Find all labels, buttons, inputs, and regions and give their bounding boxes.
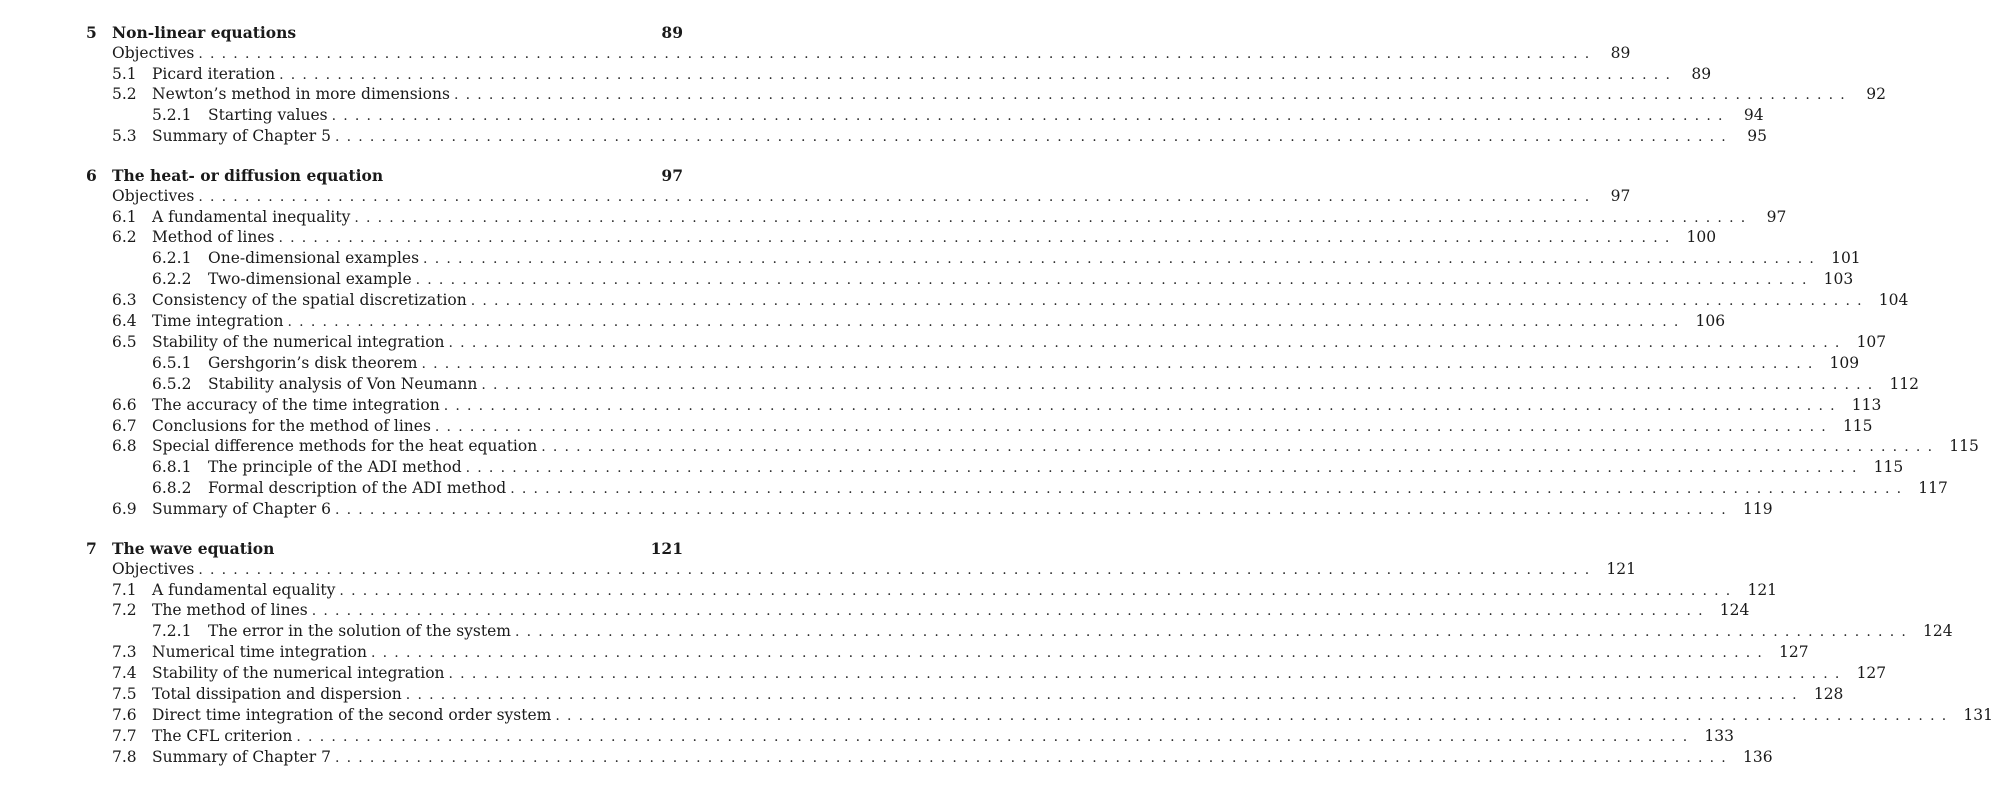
section-number: 5.2 (112, 85, 137, 104)
section-number: 7.6 (112, 705, 137, 724)
toc-entry[interactable] (152, 479, 1948, 500)
section-page-number: 106 (1695, 312, 1726, 330)
chapter-title: The wave equation (112, 539, 275, 558)
section-number: 6.5 (112, 332, 137, 351)
dot-leader: ........................................................................................................................ (311, 603, 1710, 620)
section-page-number: 127 (1779, 643, 1809, 662)
toc-entry[interactable] (112, 291, 1909, 312)
chapter-heading[interactable] (86, 539, 683, 561)
section-title: Two-dimensional example (208, 270, 412, 289)
dot-leader: ........................................................................................................................ (448, 334, 1847, 351)
section-title: Summary of Chapter 5 (152, 127, 331, 146)
section-title: Objectives (112, 559, 195, 578)
section-title: Time integration (152, 312, 284, 330)
toc-entry[interactable] (112, 705, 1993, 727)
section-number: 6.5.1 (152, 353, 192, 372)
section-page-number: 112 (1889, 374, 1920, 393)
toc-entry[interactable] (152, 249, 1861, 270)
section-title: The accuracy of the time integration (152, 395, 440, 414)
section-title: Consistency of the spatial discretization (152, 291, 467, 310)
section-title: Numerical time integration (152, 643, 367, 662)
section-title: Stability of the numerical integration (152, 664, 445, 683)
chapter-number: 6 (86, 166, 97, 185)
section-title: Summary of Chapter 7 (152, 747, 331, 766)
section-number: 6.5.2 (152, 374, 192, 393)
section-title: The method of lines (152, 601, 308, 620)
section-number: 7.4 (112, 664, 137, 683)
chapter-title: Non-linear equations (112, 23, 297, 42)
section-title: One-dimensional examples (208, 249, 420, 268)
dot-leader: ........................................................................................................................ (371, 645, 1770, 662)
dot-leader: ........................................................................................................................ (334, 129, 1733, 146)
toc-entry[interactable] (112, 186, 1631, 208)
dot-leader: ........................................................................................................................ (541, 439, 1940, 456)
dot-leader: ........................................................................................................................ (510, 481, 1909, 498)
section-page-number: 89 (1691, 64, 1712, 83)
toc-entry[interactable] (112, 643, 1809, 664)
section-title: Picard iteration (152, 64, 276, 83)
toc-entry[interactable] (112, 207, 1787, 229)
section-title: The error in the solution of the system (208, 622, 511, 641)
section-page-number: 97 (1610, 186, 1631, 205)
toc-entry[interactable] (112, 312, 1726, 333)
section-page-number: 128 (1813, 685, 1844, 703)
section-title: Special difference methods for the heat equation (152, 437, 538, 456)
toc-entry[interactable] (112, 395, 1882, 417)
dot-leader: ........................................................................................................................ (279, 66, 1678, 83)
section-title: Newton’s method in more dimensions (152, 85, 450, 104)
dot-leader: ........................................................................................................................ (334, 749, 1733, 766)
section-number: 6.9 (112, 500, 137, 519)
section-number: 6.2.1 (152, 249, 192, 268)
section-title: Total dissipation and dispersion (152, 685, 402, 703)
section-page-number: 104 (1878, 291, 1909, 310)
chapter-heading[interactable] (86, 166, 683, 188)
dot-leader: ........................................................................................................................ (481, 376, 1880, 393)
dot-leader: ........................................................................................................................ (470, 293, 1869, 310)
section-page-number: 121 (1606, 559, 1636, 578)
section-title: Gershgorin’s disk theorem (208, 353, 418, 372)
dot-leader: ........................................................................................................................ (514, 624, 1914, 641)
chapter-page-number: 89 (661, 23, 683, 42)
toc-entry[interactable] (112, 685, 1844, 706)
toc-entry[interactable] (152, 353, 1860, 375)
dot-leader: ........................................................................................................................ (331, 108, 1730, 125)
dot-leader: ........................................................................................................................ (339, 582, 1738, 599)
toc-entry[interactable] (112, 500, 1773, 521)
section-number: 5.3 (112, 127, 137, 146)
section-title: Stability analysis of Von Neumann (208, 374, 478, 393)
section-number: 6.8.2 (152, 479, 192, 498)
toc-entry[interactable] (112, 726, 1735, 748)
toc-entry[interactable] (112, 747, 1773, 769)
toc-entry[interactable] (112, 601, 1750, 622)
dot-leader: ........................................................................................................................ (453, 87, 1852, 104)
section-number: 6.7 (112, 416, 137, 435)
section-page-number: 127 (1856, 664, 1887, 683)
section-number: 6.8.1 (152, 458, 192, 477)
section-page-number: 121 (1747, 580, 1778, 599)
section-title: The CFL criterion (152, 726, 293, 745)
section-number: 5.1 (112, 64, 137, 83)
dot-leader: ........................................................................................................................ (448, 666, 1847, 683)
section-page-number: 115 (1842, 416, 1873, 435)
section-number: 6.2.2 (152, 270, 192, 289)
toc-entry[interactable] (112, 580, 1778, 602)
section-number: 6.6 (112, 395, 137, 414)
dot-leader: ........................................................................................................................ (334, 502, 1733, 519)
section-title: Objectives (112, 186, 195, 205)
section-title: The principle of the ADI method (208, 458, 462, 477)
section-title: Stability of the numerical integration (152, 332, 445, 351)
section-number: 7.5 (112, 685, 137, 703)
section-page-number: 92 (1866, 85, 1886, 104)
toc-entry[interactable] (152, 622, 1953, 643)
toc-entry[interactable] (152, 106, 1764, 127)
section-page-number: 97 (1766, 207, 1787, 226)
section-number: 6.2 (112, 228, 137, 247)
section-number: 6.1 (112, 207, 137, 226)
dot-leader: ........................................................................................................................ (296, 728, 1695, 745)
chapter-heading[interactable] (86, 23, 683, 45)
dot-leader: ........................................................................................................................ (287, 314, 1686, 330)
section-page-number: 115 (1949, 437, 1979, 456)
chapter-page-number: 121 (650, 539, 683, 558)
section-page-number: 117 (1918, 479, 1948, 498)
toc-entry[interactable] (112, 228, 1717, 249)
section-page-number: 107 (1856, 332, 1887, 351)
toc-entry[interactable] (112, 127, 1767, 148)
toc-entry[interactable] (112, 332, 1887, 354)
dot-leader: ........................................................................................................................ (405, 687, 1804, 703)
section-page-number: 100 (1686, 228, 1717, 247)
toc-entry[interactable] (112, 664, 1887, 685)
dot-leader: ........................................................................................................................ (434, 418, 1833, 435)
section-page-number: 101 (1831, 249, 1861, 268)
toc-entry[interactable] (112, 416, 1873, 438)
dot-leader: ........................................................................................................................ (198, 188, 1597, 205)
section-page-number: 115 (1873, 458, 1904, 477)
toc-entry[interactable] (112, 43, 1631, 65)
dot-leader: ........................................................................................................................ (465, 460, 1864, 477)
toc-entry[interactable] (112, 64, 1712, 86)
section-number: 6.8 (112, 437, 137, 456)
section-page-number: 109 (1829, 353, 1860, 372)
dot-leader: ........................................................................................................................ (354, 209, 1753, 226)
section-page-number: 136 (1742, 747, 1773, 766)
chapter-number: 7 (86, 539, 97, 558)
toc-entry[interactable] (112, 559, 1636, 581)
section-number: 7.3 (112, 643, 137, 662)
toc-entry[interactable] (112, 85, 1886, 106)
section-number: 7.2.1 (152, 622, 192, 641)
toc-entry[interactable] (112, 437, 1979, 458)
section-page-number: 103 (1823, 270, 1854, 289)
section-number: 5.2.1 (152, 106, 192, 125)
toc-entry[interactable] (152, 458, 1904, 479)
section-page-number: 133 (1704, 726, 1735, 745)
section-title: Objectives (112, 43, 195, 62)
section-number: 7.2 (112, 601, 137, 620)
section-page-number: 131 (1963, 705, 1993, 724)
section-number: 6.3 (112, 291, 137, 310)
dot-leader: ........................................................................................................................ (198, 561, 1597, 578)
section-title: Conclusions for the method of lines (152, 416, 431, 435)
section-number: 6.4 (112, 312, 137, 330)
dot-leader: ........................................................................................................................ (198, 45, 1597, 62)
section-number: 7.8 (112, 747, 137, 766)
dot-leader: ........................................................................................................................ (443, 397, 1842, 414)
toc-entry[interactable] (152, 270, 1854, 291)
chapter-page-number: 97 (661, 166, 683, 185)
section-page-number: 124 (1719, 601, 1750, 620)
section-page-number: 113 (1851, 395, 1882, 414)
section-title: Direct time integration of the second order system (152, 705, 552, 724)
section-title: Starting values (208, 106, 328, 125)
section-title: Formal description of the ADI method (208, 479, 507, 498)
section-title: Summary of Chapter 6 (152, 500, 331, 519)
section-page-number: 95 (1747, 127, 1767, 146)
dot-leader: ........................................................................................................................ (278, 230, 1677, 247)
section-title: A fundamental equality (152, 580, 336, 599)
dot-leader: ........................................................................................................................ (555, 707, 1954, 724)
section-title: A fundamental inequality (152, 207, 351, 226)
section-number: 7.7 (112, 726, 137, 745)
chapter-title: The heat- or diffusion equation (112, 166, 384, 185)
section-page-number: 119 (1742, 500, 1773, 519)
section-page-number: 94 (1743, 106, 1764, 125)
section-page-number: 89 (1610, 43, 1631, 62)
toc-entry[interactable] (152, 374, 1920, 396)
section-page-number: 124 (1923, 622, 1953, 641)
dot-leader: ........................................................................................................................ (421, 355, 1820, 372)
chapter-number: 5 (86, 23, 97, 42)
dot-leader: ........................................................................................................................ (415, 272, 1814, 289)
section-title: Method of lines (152, 228, 275, 247)
dot-leader: ........................................................................................................................ (423, 251, 1822, 268)
section-number: 7.1 (112, 580, 137, 599)
